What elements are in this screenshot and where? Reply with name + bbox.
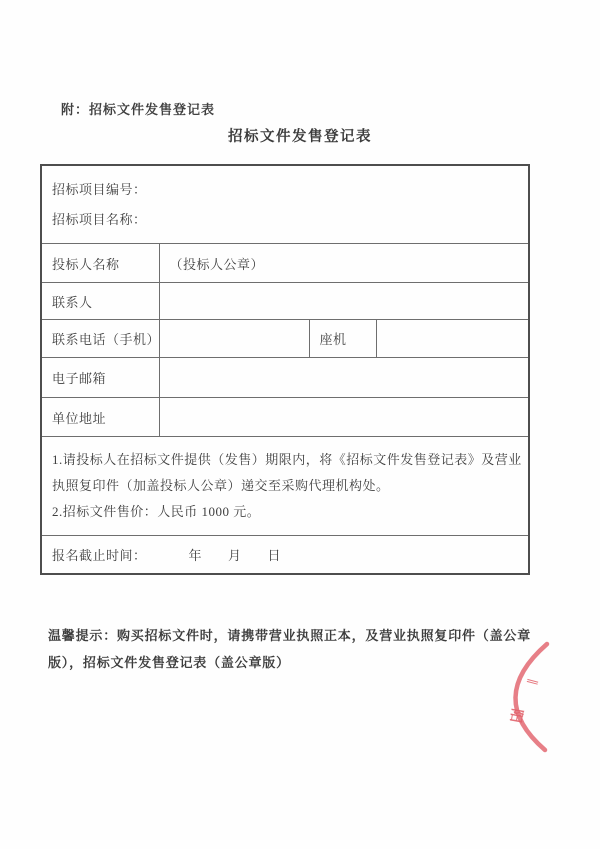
deadline-cell xyxy=(41,536,529,575)
table-row-address xyxy=(41,398,529,437)
table-row-bidder-name xyxy=(41,244,529,283)
page-title: 招标文件发售登记表 xyxy=(228,129,372,145)
table-row-project xyxy=(41,165,529,244)
landline-value-cell xyxy=(376,320,529,358)
deadline-year: 年 xyxy=(188,548,203,563)
note-item-2: 2.招标文件售价：人民币 1000 元。 xyxy=(52,504,261,519)
project-cell xyxy=(41,165,529,244)
bidder-name-label: 投标人名称 xyxy=(41,244,159,283)
contact-value-cell xyxy=(159,283,529,320)
deadline-month: 月 xyxy=(228,548,242,563)
contact-label: 联系人 xyxy=(41,283,159,320)
email-value-cell xyxy=(159,358,529,398)
table-row-contact xyxy=(41,283,529,320)
table-row-phone xyxy=(41,320,529,358)
footer-tip: 温馨提示：购买招标文件时，请携带营业执照正本，及营业执照复印件（盖公章版），招标文件发售登记表（盖公章版） xyxy=(48,628,532,670)
table-row-notes xyxy=(41,437,529,536)
project-name-label: 招标项目名称： xyxy=(52,211,147,227)
address-value-cell xyxy=(159,398,529,437)
deadline-day: 日 xyxy=(267,548,282,563)
project-no-label: 招标项目编号： xyxy=(52,181,147,197)
registration-form-table xyxy=(40,164,530,575)
phone-value-cell xyxy=(159,320,309,358)
address-label: 单位地址 xyxy=(41,398,159,437)
landline-label: 座机 xyxy=(309,320,376,358)
note-item-1: 1.请投标人在招标文件提供（发售）期限内，将《招标文件发售登记表》及营业执照复印件（加盖投标人公章）递交至采购代理机构处。 xyxy=(52,452,522,493)
deadline-label: 报名截止时间： xyxy=(52,548,147,563)
table-row-email xyxy=(41,358,529,398)
stamp-mark: ∥ xyxy=(524,677,540,687)
phone-label: 联系电话（手机） xyxy=(41,320,159,358)
bidder-seal-hint: （投标人公章） xyxy=(159,244,529,283)
notes-cell xyxy=(41,437,529,536)
attachment-label: 附：招标文件发售登记表 xyxy=(61,102,216,117)
stamp-character: 阳 xyxy=(506,707,524,724)
email-label: 电子邮箱 xyxy=(41,358,159,398)
table-row-deadline xyxy=(41,536,529,575)
